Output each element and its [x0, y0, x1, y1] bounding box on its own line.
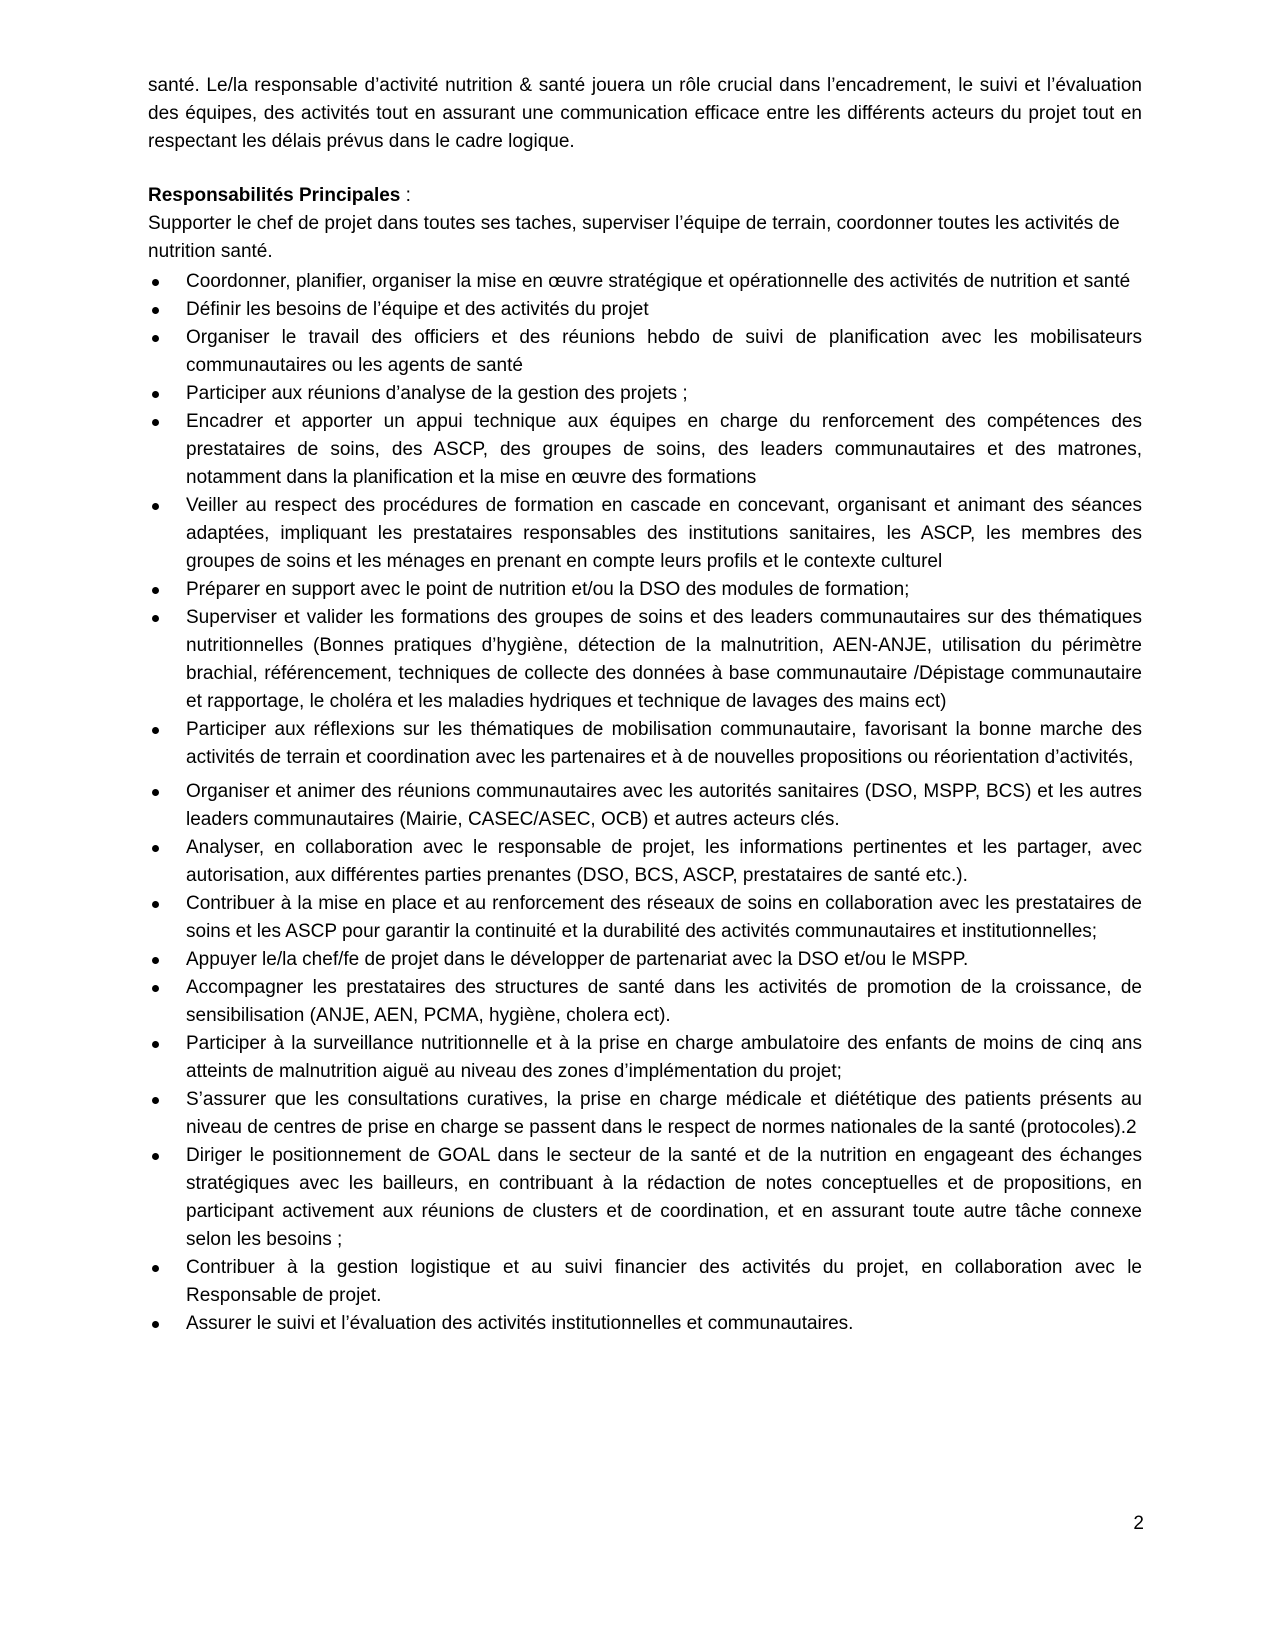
- list-item: [148, 1086, 1142, 1142]
- list-item: [148, 324, 1142, 380]
- bullet-icon: [152, 1321, 159, 1328]
- list-item: [148, 890, 1142, 946]
- bullet-icon: [152, 1265, 159, 1272]
- list-item-text: Définir les besoins de l’équipe et des activités du projet: [186, 299, 649, 320]
- intro-paragraph: santé. Le/la responsable d’activité nutrition & santé jouera un rôle crucial dans l’encadrement, le suivi et l’évaluation des équipes, des activités tout en assurant une communication efficace entre les différents acteurs du projet tout en respectant les délais prévus dans le cadre logique.: [148, 75, 1142, 152]
- bullet-icon: [152, 335, 159, 342]
- list-item-text: Veiller au respect des procédures de formation en cascade en concevant, organisant et animant des séances adaptées, impliquant les prestataires responsables des institutions sanitaires, les ASCP, les membres des groupes de soins et les ménages en prenant en compte leurs profils et le contexte culturel: [186, 495, 1142, 572]
- list-item: [148, 1142, 1142, 1254]
- bullet-icon: [152, 587, 159, 594]
- list-item-text: Participer aux réflexions sur les thématiques de mobilisation communautaire, favorisant la bonne marche des activités de terrain et coordination avec les partenaires et à de nouvelles propositions ou réorientation d’activités,: [186, 719, 1142, 768]
- bullet-icon: [152, 391, 159, 398]
- bullet-icon: [152, 615, 159, 622]
- list-item: [148, 576, 1142, 604]
- list-item: [148, 1030, 1142, 1086]
- list-item: [148, 380, 1142, 408]
- list-item: [148, 946, 1142, 974]
- responsibilities-title-suffix: :: [400, 185, 411, 206]
- bullet-icon: [152, 1097, 159, 1104]
- list-item: [148, 492, 1142, 576]
- list-item: [148, 778, 1142, 834]
- responsibilities-heading: [148, 182, 1142, 210]
- list-item-text: Participer aux réunions d’analyse de la gestion des projets ;: [186, 383, 688, 404]
- list-item: [148, 268, 1142, 296]
- list-item-text: Organiser et animer des réunions communautaires avec les autorités sanitaires (DSO, MSPP, BCS) et les autres leaders communautaires (Mairie, CASEC/ASEC, OCB) et autres acteurs clés.: [186, 781, 1142, 830]
- list-item-text: Appuyer le/la chef/fe de projet dans le développer de partenariat avec la DSO et/ou le MSPP.: [186, 949, 969, 970]
- page-number: 2: [1133, 1513, 1144, 1534]
- bullet-icon: [152, 419, 159, 426]
- list-item-text: Participer à la surveillance nutritionnelle et à la prise en charge ambulatoire des enfants de moins de cinq ans atteints de malnutrition aiguë au niveau des zones d’implémentation du projet;: [186, 1033, 1142, 1082]
- list-item-text: Encadrer et apporter un appui technique aux équipes en charge du renforcement des compétences des prestataires de soins, des ASCP, des groupes de soins, des leaders communautaires et des matrones, notamment dans la planification et la mise en œuvre des formations: [186, 411, 1142, 488]
- bullet-icon: [152, 279, 159, 286]
- bullet-icon: [152, 901, 159, 908]
- list-item: [148, 1254, 1142, 1310]
- list-item-text: Assurer le suivi et l’évaluation des activités institutionnelles et communautaires.: [186, 1313, 854, 1334]
- bullet-icon: [152, 845, 159, 852]
- bullet-icon: [152, 985, 159, 992]
- bullet-icon: [152, 307, 159, 314]
- list-item-text: Préparer en support avec le point de nutrition et/ou la DSO des modules de formation;: [186, 579, 910, 600]
- list-item: [148, 974, 1142, 1030]
- list-item-text: Coordonner, planifier, organiser la mise en œuvre stratégique et opérationnelle des activités de nutrition et santé: [186, 271, 1131, 292]
- bullet-icon: [152, 957, 159, 964]
- list-item-text: Superviser et valider les formations des groupes de soins et des leaders communautaires sur des thématiques nutritionnelles (Bonnes pratiques d’hygiène, détection de la malnutrition, AEN-ANJE, utilisation du périmètre brachial, référencement, techniques de collecte des données à base communautaire /Dépistage communautaire et rapportage, le choléra et les maladies hydriques et technique de lavages des mains ect): [186, 607, 1142, 712]
- list-item: [148, 408, 1142, 492]
- list-item-text: Accompagner les prestataires des structures de santé dans les activités de promotion de la croissance, de sensibilisation (ANJE, AEN, PCMA, hygiène, cholera ect).: [186, 977, 1142, 1026]
- document-page: [148, 72, 1142, 1338]
- bullet-icon: [152, 789, 159, 796]
- responsibilities-list: [148, 268, 1142, 1338]
- list-item-text: Contribuer à la mise en place et au renforcement des réseaux de soins en collaboration avec les prestataires de soins et les ASCP pour garantir la continuité et la durabilité des activités communautaires et institutionnelles;: [186, 893, 1142, 942]
- bullet-icon: [152, 503, 159, 510]
- list-item: [148, 834, 1142, 890]
- list-item-text: Contribuer à la gestion logistique et au suivi financier des activités du projet, en collaboration avec le Responsable de projet.: [186, 1257, 1142, 1306]
- responsibilities-lead: Supporter le chef de projet dans toutes ses taches, superviser l’équipe de terrain, coordonner toutes les activités de nutrition santé.: [148, 213, 1120, 262]
- list-item: [148, 1310, 1142, 1338]
- list-item-text: S’assurer que les consultations curatives, la prise en charge médicale et diététique des patients présents au niveau de centres de prise en charge se passent dans le respect de normes nationales de la santé (protocoles).2: [186, 1089, 1142, 1138]
- responsibilities-title: Responsabilités Principales: [148, 185, 401, 206]
- list-item: [148, 604, 1142, 716]
- list-item-text: Analyser, en collaboration avec le responsable de projet, les informations pertinentes et les partager, avec autorisation, aux différentes parties prenantes (DSO, BCS, ASCP, prestataires de santé etc.).: [186, 837, 1142, 886]
- list-item-text: Diriger le positionnement de GOAL dans le secteur de la santé et de la nutrition en engageant des échanges stratégiques avec les bailleurs, en contribuant à la rédaction de notes conceptuelles et de propositions, en participant activement aux réunions de clusters et de coordination, et en assurant toute autre tâche connexe selon les besoins ;: [186, 1145, 1142, 1250]
- bullet-icon: [152, 1041, 159, 1048]
- list-item: [148, 296, 1142, 324]
- list-item-text: Organiser le travail des officiers et des réunions hebdo de suivi de planification avec les mobilisateurs communautaires ou les agents de santé: [186, 327, 1142, 376]
- bullet-icon: [152, 1153, 159, 1160]
- list-item: [148, 716, 1142, 772]
- bullet-icon: [152, 727, 159, 734]
